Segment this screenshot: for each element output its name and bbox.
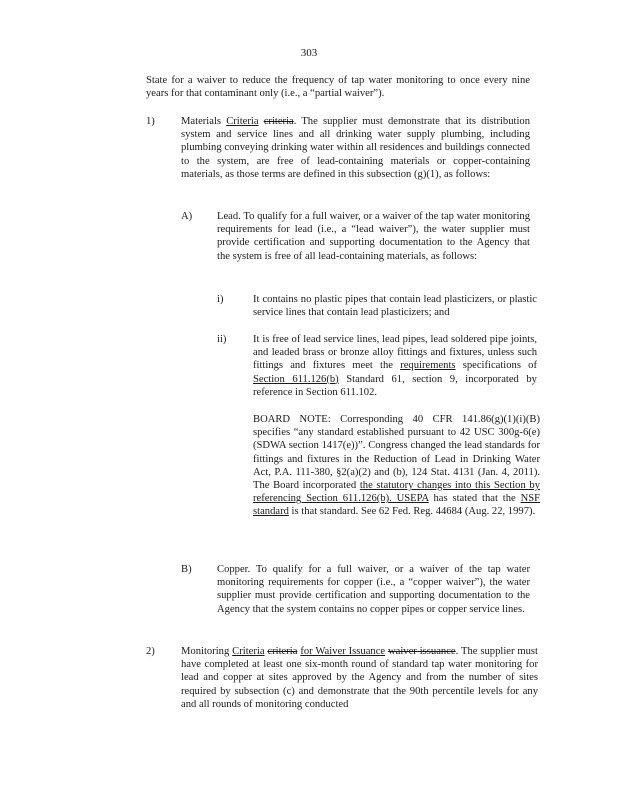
item-2-inserted-waiver: for Waiver Issuance <box>300 646 386 657</box>
item-1-struck-text: criteria <box>263 116 294 127</box>
item-2-struck-criteria: criteria <box>267 646 298 657</box>
item-ii-marker: ii) <box>217 334 227 345</box>
item-a-marker: A) <box>181 211 193 222</box>
item-ii-text-3: Standard 61, section 9, incorporated by reference in Section 611.102. <box>253 373 537 398</box>
item-2-paragraph <box>181 645 538 711</box>
item-2-marker: 2) <box>146 646 155 657</box>
item-1-marker: 1) <box>146 116 155 127</box>
item-2-struck-waiver: waiver issuance <box>388 646 456 657</box>
intro-paragraph: State for a waiver to reduce the frequency of tap water monitoring to once every nine years for that contaminant only (i.e., a “partial waiver”). <box>146 75 530 100</box>
item-b-marker: B) <box>181 564 192 575</box>
item-ii-paragraph <box>253 333 537 399</box>
item-a-paragraph: Lead. To qualify for a full waiver, or a waiver of the tap water monitoring requirements for lead (i.e., a “lead waiver”), the water supplier must provide certification and supporting documentation to the Agency that the system is free of all lead-containing materials, as follows: <box>217 211 530 262</box>
item-ii-inserted-section: Section 611.126(b) <box>253 373 339 385</box>
item-ii-inserted-requirements: requirements <box>400 360 456 372</box>
item-1-lead: Materials <box>181 116 222 127</box>
board-note <box>253 413 540 519</box>
board-note-text-1: BOARD NOTE: Corresponding 40 CFR 141.86(g)(1)(i)(B) specifies “any standard established pursuant to 42 USC 300g-6(e) (SDWA section 1417(e))”. Congress changed the lead standards for fittings and fixtures in the Reduction of Lead in Drinking Water Act, P.A. 111-380, §2(a)(2) and (b), 124 Stat. 4131 (Jan. 4, 2011). The Board incorporated <box>253 414 540 492</box>
page-number: 303 <box>300 47 318 59</box>
board-note-text-3: is that standard. See 62 Fed. Reg. 44684 (Aug. 22, 1997). <box>291 506 536 518</box>
item-2-lead: Monitoring <box>181 646 230 657</box>
item-ii-text-2: specifications of <box>462 360 537 372</box>
item-2-text: . The supplier must have completed at least one six-month round of standard tap water monitoring for lead and copper at sites approved by the Agency and from the number of sites required by subsection (c) and demonstrate that the 90th percentile levels for any and all rounds of monitoring conducted <box>181 646 539 710</box>
item-i-marker: i) <box>217 294 224 305</box>
item-i-paragraph: It contains no plastic pipes that contain lead plasticizers, or plastic service lines that contain lead plasticizers; and <box>253 294 537 319</box>
board-note-text-2: has stated that the <box>433 493 516 505</box>
board-note-inserted-1: the statutory changes into this Section by referencing Section 611.126(b). USEPA <box>253 480 540 505</box>
item-2-inserted-criteria: Criteria <box>232 646 265 657</box>
item-b-paragraph: Copper. To qualify for a full waiver, or a waiver of the tap water monitoring requirements for copper (i.e., a “copper waiver”), the water supplier must provide certification and supporting documentation to the Agency that the system contains no copper pipes or copper service lines. <box>217 564 530 615</box>
item-1-text: . The supplier must demonstrate that its distribution system and service lines and all drinking water supply plumbing, including plumbing conveying drinking water within all residences and buildings connected to the system, are free of lead-containing materials or copper-containing materials, as those terms are defined in this subsection (g)(1), as follows: <box>181 116 531 180</box>
item-ii-text-1: It is free of lead service lines, lead pipes, lead soldered pipe joints, and leaded brass or bronze alloy fittings and fixtures, unless such fittings and fixtures meet the <box>253 334 537 372</box>
item-1-paragraph <box>181 115 530 181</box>
item-1-inserted-text: Criteria <box>226 116 259 127</box>
board-note-inserted-2: NSF standard <box>253 493 540 518</box>
